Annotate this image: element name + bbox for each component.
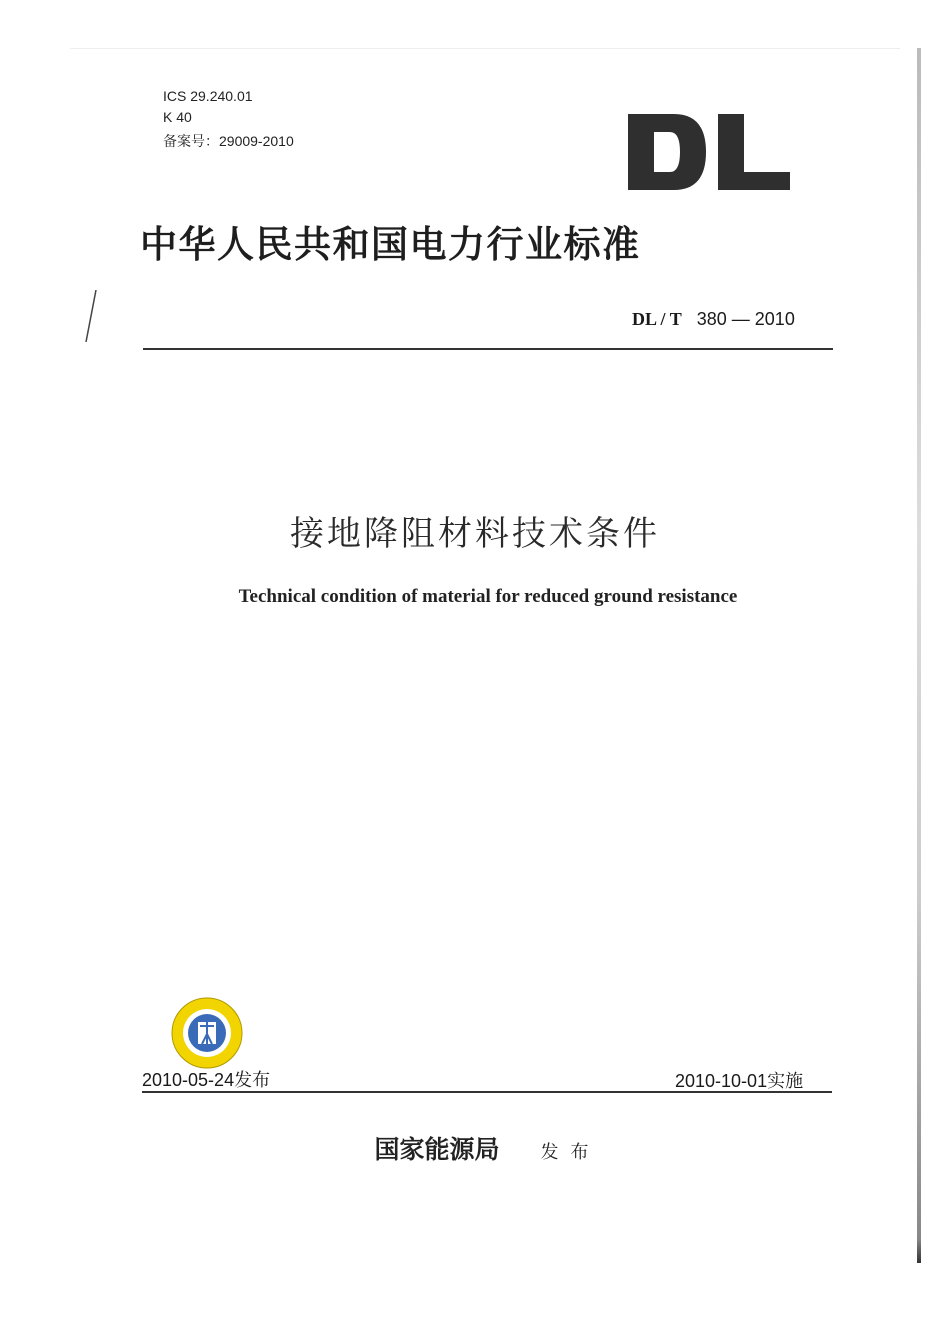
- ics-code: ICS 29.240.01: [163, 88, 253, 104]
- standard-number: [632, 309, 795, 330]
- standard-prefix: DL / T: [632, 309, 682, 329]
- record-number: 备案号：29009-2010: [163, 133, 294, 149]
- issue-label: 发布: [540, 1142, 601, 1163]
- publish-date: 2010-05-24发布: [142, 1070, 271, 1090]
- class-code: K 40: [163, 109, 192, 125]
- scan-edge-right: [917, 48, 921, 1263]
- org-title: 中华人民共和国电力行业标准: [140, 222, 641, 266]
- scan-edge-top: [70, 48, 900, 49]
- title-chinese: 接地降阻材料技术条件: [290, 514, 660, 554]
- dl-logo: [624, 112, 794, 192]
- press-seal-icon: [170, 996, 244, 1070]
- title-english: Technical condition of material for reduced ground resistance: [238, 586, 738, 607]
- standard-code: 380 — 2010: [696, 309, 795, 329]
- scan-mark: [84, 290, 98, 342]
- implement-date: 2010-10-01实施: [675, 1071, 804, 1091]
- header-divider: [143, 348, 833, 350]
- issuer-name: 国家能源局: [374, 1135, 500, 1164]
- issuer-line: [0, 1130, 950, 1166]
- footer-divider: [142, 1091, 832, 1093]
